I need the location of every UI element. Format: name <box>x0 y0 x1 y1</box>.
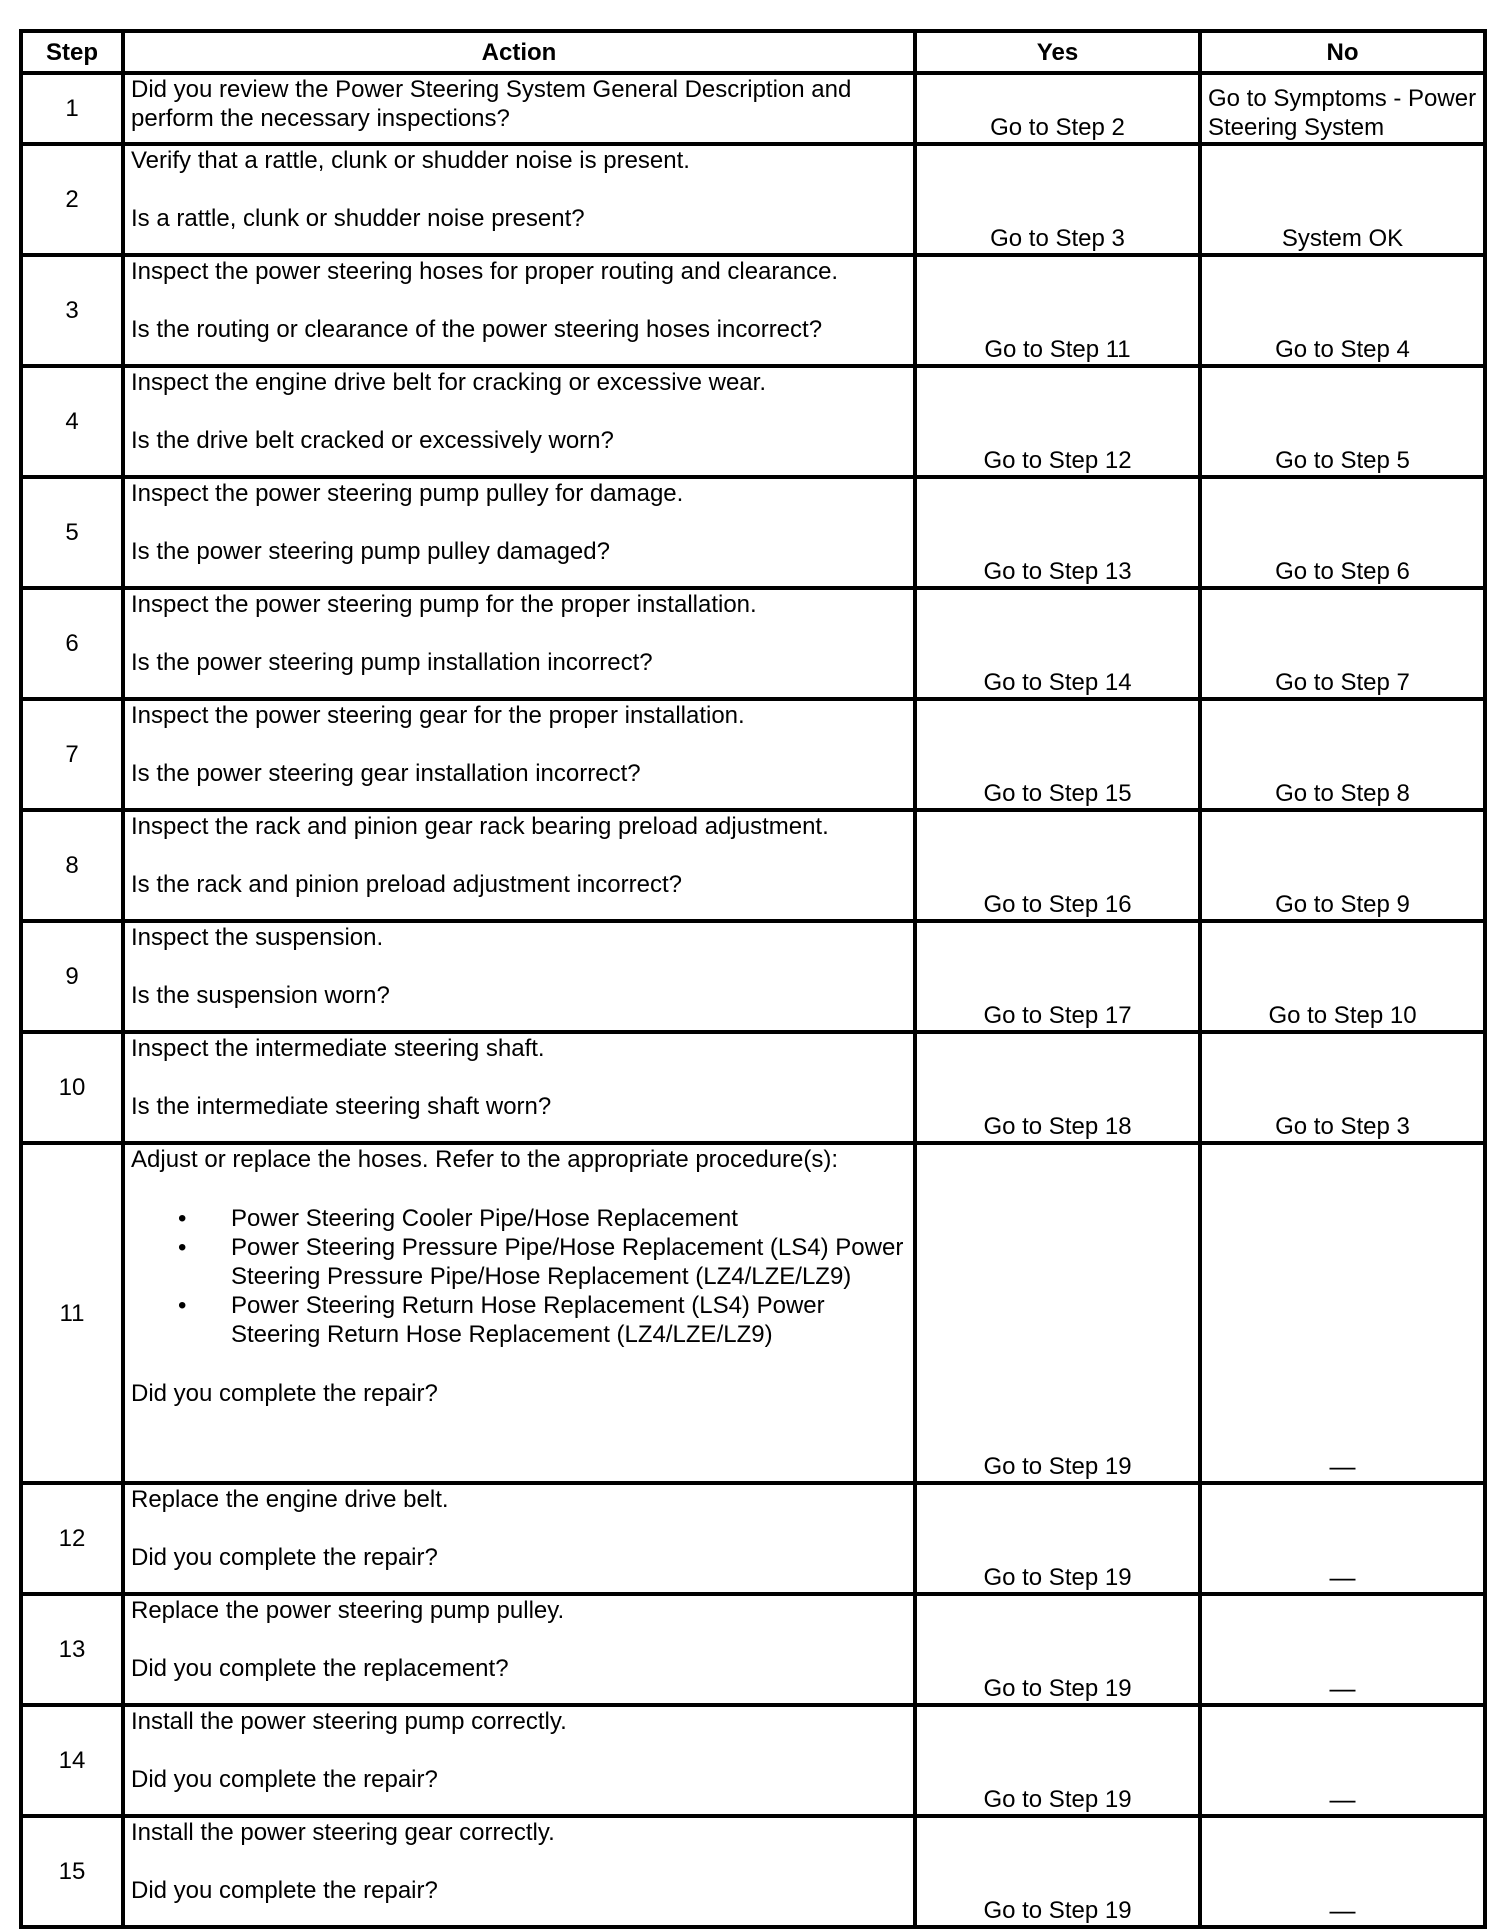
action-cell <box>123 366 915 477</box>
yes-result: Go to Step 19 <box>915 1143 1200 1483</box>
bullet-icon: • <box>178 1234 187 1261</box>
action-question: Is the routing or clearance of the power steering hoses incorrect? <box>131 316 823 343</box>
no-result: — <box>1200 1816 1485 1927</box>
action-instruction: Replace the power steering pump pulley. <box>131 1597 565 1624</box>
table-row <box>21 921 1485 1032</box>
yes-result: Go to Step 19 <box>915 1594 1200 1705</box>
no-result: — <box>1200 1143 1485 1483</box>
action-question: Is the power steering pump pulley damaged? <box>131 538 610 565</box>
action-question: Did you complete the replacement? <box>131 1655 509 1682</box>
step-number: 12 <box>21 1483 123 1594</box>
action-question: Did you complete the repair? <box>131 1544 438 1571</box>
action-cell <box>123 1483 915 1594</box>
action-instruction: Inspect the power steering gear for the proper installation. <box>131 702 745 729</box>
table-row <box>21 73 1485 144</box>
step-number: 6 <box>21 588 123 699</box>
table-row <box>21 1816 1485 1927</box>
bullet-icon: • <box>178 1292 187 1319</box>
action-instruction: Inspect the engine drive belt for cracking or excessive wear. <box>131 369 766 396</box>
no-result: Go to Step 4 <box>1200 255 1485 366</box>
action-cell <box>123 144 915 255</box>
no-result: — <box>1200 1594 1485 1705</box>
yes-result: Go to Step 16 <box>915 810 1200 921</box>
action-instruction: Verify that a rattle, clunk or shudder noise is present. <box>131 147 690 174</box>
action-instruction: Install the power steering gear correctly. <box>131 1819 555 1846</box>
header-step: Step <box>21 31 123 73</box>
action-instruction: Inspect the power steering pump pulley for damage. <box>131 480 684 507</box>
action-question: Is the power steering gear installation incorrect? <box>131 760 641 787</box>
action-cell <box>123 1032 915 1143</box>
header-no: No <box>1200 31 1485 73</box>
no-result: Go to Symptoms - Power Steering System <box>1200 73 1485 144</box>
action-cell <box>123 477 915 588</box>
action-cell <box>123 588 915 699</box>
no-result: Go to Step 7 <box>1200 588 1485 699</box>
step-number: 5 <box>21 477 123 588</box>
no-result: Go to Step 8 <box>1200 699 1485 810</box>
action-cell <box>123 1705 915 1816</box>
action-question: Did you review the Power Steering System General Description and perform the necessary inspections? <box>131 76 852 132</box>
yes-result: Go to Step 3 <box>915 144 1200 255</box>
step-number: 4 <box>21 366 123 477</box>
procedure-link[interactable]: Power Steering Return Hose Replacement (LS4) Power Steering Return Hose Replacement (LZ4/LZE/LZ9) <box>231 1292 825 1348</box>
no-result: Go to Step 5 <box>1200 366 1485 477</box>
step-number: 7 <box>21 699 123 810</box>
no-result: Go to Step 10 <box>1200 921 1485 1032</box>
yes-result: Go to Step 17 <box>915 921 1200 1032</box>
no-result: — <box>1200 1705 1485 1816</box>
action-instruction: Inspect the power steering hoses for proper routing and clearance. <box>131 258 839 285</box>
header-yes: Yes <box>915 31 1200 73</box>
table-row <box>21 366 1485 477</box>
diagnostic-table <box>19 29 1487 1929</box>
action-question: Did you complete the repair? <box>131 1380 438 1407</box>
yes-result: Go to Step 12 <box>915 366 1200 477</box>
step-number: 1 <box>21 73 123 144</box>
yes-result: Go to Step 15 <box>915 699 1200 810</box>
action-cell <box>123 810 915 921</box>
action-cell <box>123 921 915 1032</box>
procedure-item <box>178 1233 907 1291</box>
no-result: — <box>1200 1483 1485 1594</box>
step-number: 15 <box>21 1816 123 1927</box>
yes-result: Go to Step 19 <box>915 1483 1200 1594</box>
procedure-link[interactable]: Power Steering Cooler Pipe/Hose Replacement <box>231 1205 738 1232</box>
step-number: 3 <box>21 255 123 366</box>
action-question: Did you complete the repair? <box>131 1877 438 1904</box>
action-cell <box>123 699 915 810</box>
action-cell <box>123 255 915 366</box>
bullet-icon: • <box>178 1205 187 1232</box>
action-cell <box>123 1143 915 1483</box>
table-row <box>21 1032 1485 1143</box>
action-question: Is a rattle, clunk or shudder noise present? <box>131 205 585 232</box>
procedure-list <box>131 1204 907 1349</box>
action-instruction: Inspect the intermediate steering shaft. <box>131 1035 545 1062</box>
no-result: System OK <box>1200 144 1485 255</box>
table-row <box>21 588 1485 699</box>
table-row <box>21 1483 1485 1594</box>
action-instruction: Replace the engine drive belt. <box>131 1486 449 1513</box>
action-question: Is the intermediate steering shaft worn? <box>131 1093 552 1120</box>
action-instruction: Inspect the rack and pinion gear rack bearing preload adjustment. <box>131 813 829 840</box>
action-question: Is the drive belt cracked or excessively worn? <box>131 427 614 454</box>
yes-result: Go to Step 18 <box>915 1032 1200 1143</box>
header-row <box>21 31 1485 73</box>
yes-result: Go to Step 19 <box>915 1705 1200 1816</box>
action-instruction: Adjust or replace the hoses. Refer to the appropriate procedure(s): <box>131 1146 839 1173</box>
table-row <box>21 255 1485 366</box>
header-action: Action <box>123 31 915 73</box>
action-question: Is the suspension worn? <box>131 982 390 1009</box>
action-cell <box>123 1816 915 1927</box>
no-result: Go to Step 3 <box>1200 1032 1485 1143</box>
yes-result: Go to Step 2 <box>915 73 1200 144</box>
table-row <box>21 477 1485 588</box>
procedure-link[interactable]: Power Steering Pressure Pipe/Hose Replacement (LS4) Power Steering Pressure Pipe/Hose Replacement (LZ4/LZE/LZ9) <box>231 1234 904 1290</box>
no-result: Go to Step 6 <box>1200 477 1485 588</box>
action-question: Is the rack and pinion preload adjustment incorrect? <box>131 871 682 898</box>
step-number: 2 <box>21 144 123 255</box>
step-number: 13 <box>21 1594 123 1705</box>
step-number: 14 <box>21 1705 123 1816</box>
procedure-item <box>178 1204 907 1233</box>
action-cell <box>123 1594 915 1705</box>
table-row <box>21 144 1485 255</box>
yes-result: Go to Step 11 <box>915 255 1200 366</box>
procedure-item <box>178 1291 907 1349</box>
step-number: 10 <box>21 1032 123 1143</box>
action-instruction: Install the power steering pump correctly. <box>131 1708 567 1735</box>
step-number: 11 <box>21 1143 123 1483</box>
table-row <box>21 699 1485 810</box>
action-instruction: Inspect the suspension. <box>131 924 384 951</box>
step-number: 8 <box>21 810 123 921</box>
action-question: Did you complete the repair? <box>131 1766 438 1793</box>
table-row <box>21 1594 1485 1705</box>
table-row <box>21 1705 1485 1816</box>
table-row <box>21 810 1485 921</box>
action-instruction: Inspect the power steering pump for the proper installation. <box>131 591 757 618</box>
action-cell <box>123 73 915 144</box>
no-result: Go to Step 9 <box>1200 810 1485 921</box>
yes-result: Go to Step 13 <box>915 477 1200 588</box>
action-question: Is the power steering pump installation incorrect? <box>131 649 653 676</box>
yes-result: Go to Step 19 <box>915 1816 1200 1927</box>
step-number: 9 <box>21 921 123 1032</box>
table-row <box>21 1143 1485 1483</box>
yes-result: Go to Step 14 <box>915 588 1200 699</box>
